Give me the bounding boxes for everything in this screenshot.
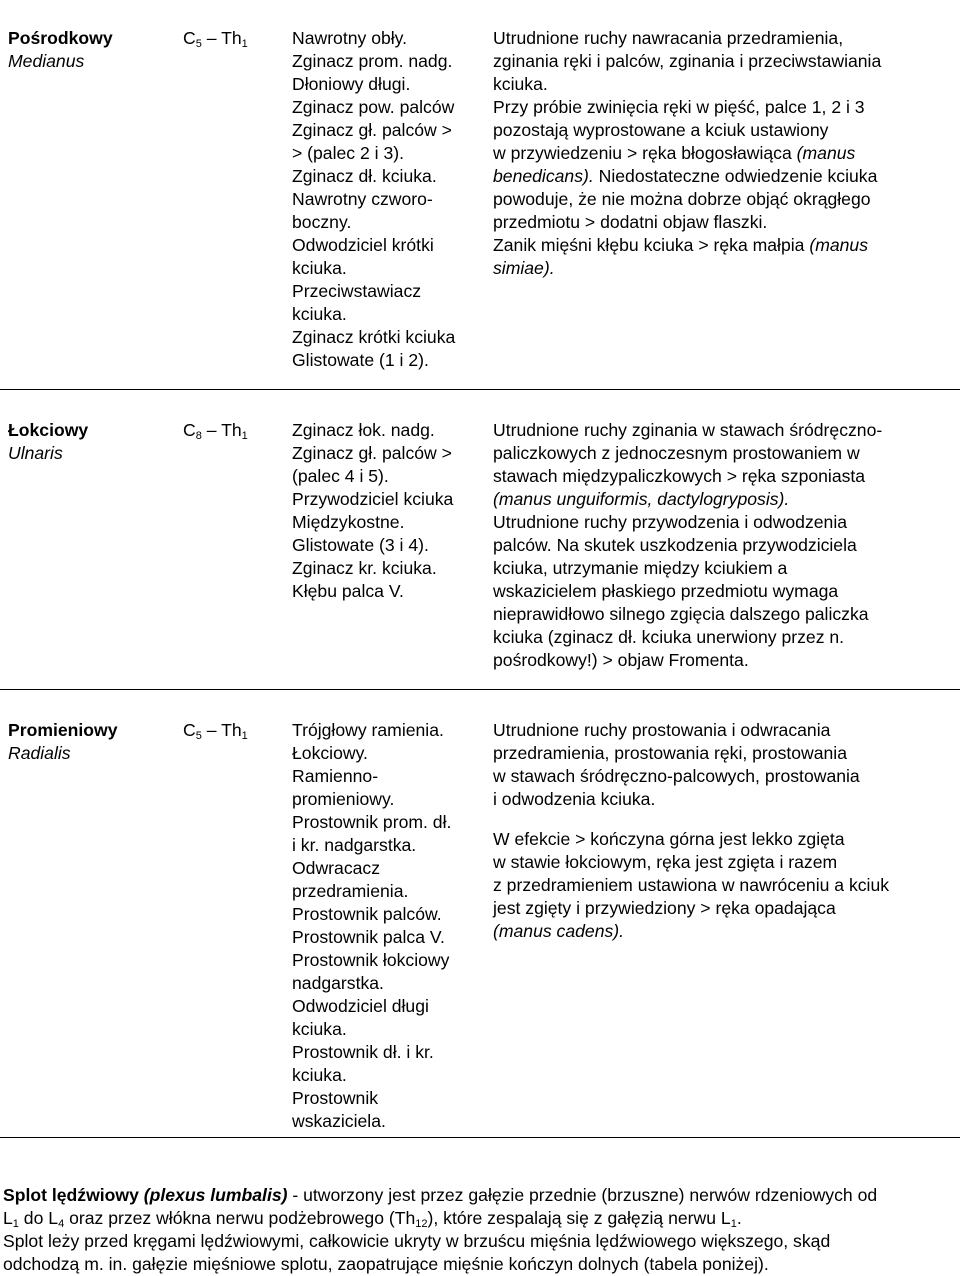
muscle-item: kciuka. bbox=[292, 304, 347, 324]
row-divider bbox=[0, 1137, 960, 1138]
description-line: kciuka (zginacz dł. kciuka unerwiony przez n. bbox=[493, 627, 845, 647]
description-line: pośrodkowy!) > objaw Fromenta. bbox=[493, 650, 749, 670]
nerve-name-cell bbox=[8, 719, 176, 765]
plexus-lumbalis-paragraph bbox=[3, 1184, 955, 1276]
description-line: przedmiotu > dodatni objaw flaszki. bbox=[493, 212, 768, 232]
description-line: jest zgięty i przywiedziony > ręka opadająca bbox=[493, 898, 836, 918]
muscle-item: Glistowate (3 i 4). bbox=[292, 535, 429, 555]
muscle-item: Zginacz łok. nadg. bbox=[292, 420, 435, 440]
muscle-item: Trójgłowy ramienia. bbox=[292, 720, 444, 740]
nerve-latin-name: Radialis bbox=[8, 743, 71, 763]
muscle-item: Zginacz pow. palców bbox=[292, 97, 455, 117]
muscle-item: Nawrotny obły. bbox=[292, 28, 408, 48]
description-line: benedicans). Niedostateczne odwiedzenie kciuka bbox=[493, 166, 878, 186]
muscle-list bbox=[292, 419, 487, 603]
muscle-item: kciuka. bbox=[292, 258, 347, 278]
muscle-item: i kr. nadgarstka. bbox=[292, 835, 417, 855]
muscle-item: Prostownik bbox=[292, 1088, 379, 1108]
nerve-name-cell bbox=[8, 419, 176, 465]
description-line: w przywiedzeniu > ręka błogosławiąca (manus bbox=[493, 143, 856, 163]
spinal-segments: $C_5 - Th_1$ bbox=[183, 720, 248, 742]
muscle-item: Zginacz dł. kciuka. bbox=[292, 166, 437, 186]
muscle-item: Glistowate (1 i 2). bbox=[292, 350, 429, 370]
description-line: zginania ręki i palców, zginania i przeciwstawiania bbox=[493, 51, 882, 71]
damage-description bbox=[493, 419, 955, 672]
description-line: w stawie łokciowym, ręka jest zgięta i razem bbox=[493, 852, 838, 872]
muscle-item: > (palec 2 i 3). bbox=[292, 143, 404, 163]
row-divider bbox=[0, 689, 960, 690]
description-line: simiae). bbox=[493, 258, 555, 278]
muscle-item: Łokciowy. bbox=[292, 743, 368, 763]
description-line: (manus unguiformis, dactylogryposis). bbox=[493, 489, 790, 509]
description-line: paliczkowych z jednoczesnym prostowaniem w bbox=[493, 443, 860, 463]
nerve-latin-name: Ulnaris bbox=[8, 443, 63, 463]
row-divider bbox=[0, 389, 960, 390]
muscle-item: Zginacz prom. nadg. bbox=[292, 51, 453, 71]
description-line: pozostają wyprostowane a kciuk ustawiony bbox=[493, 120, 829, 140]
description-line: kciuka. bbox=[493, 74, 548, 94]
description-line: Przy próbie zwinięcia ręki w pięść, palce 1, 2 i 3 bbox=[493, 97, 865, 117]
muscle-item: przedramienia. bbox=[292, 881, 409, 901]
description-line: powoduje, że nie można dobrze objąć okrągłego bbox=[493, 189, 871, 209]
muscle-item: Międzykostne. bbox=[292, 512, 405, 532]
muscle-item: wskaziciela. bbox=[292, 1111, 386, 1131]
muscle-item: Zginacz kr. kciuka. bbox=[292, 558, 437, 578]
muscle-item: Prostownik palca V. bbox=[292, 927, 445, 947]
muscle-item: boczny. bbox=[292, 212, 352, 232]
section-title: Splot lędźwiowy bbox=[3, 1185, 139, 1205]
damage-description bbox=[493, 719, 955, 943]
muscle-item: Kłębu palca V. bbox=[292, 581, 404, 601]
description-line: Utrudnione ruchy nawracania przedramienia, bbox=[493, 28, 844, 48]
muscle-item: Nawrotny czworo- bbox=[292, 189, 433, 209]
description-line: w stawach śródręczno-palcowych, prostowania bbox=[493, 766, 860, 786]
description-line: z przedramieniem ustawiona w nawróceniu a kciuk bbox=[493, 875, 890, 895]
description-line: (manus cadens). bbox=[493, 921, 625, 941]
muscle-item: Prostownik dł. i kr. bbox=[292, 1042, 434, 1062]
footer-line: $L_1$ do $L_4$ oraz przez włókna nerwu podżebrowego $(Th_{12})$, które zespalają się z gałęzią nerwu $L_1$. bbox=[3, 1208, 742, 1230]
footer-line: Splot lędźwiowy (plexus lumbalis) - utworzony jest przez gałęzie przednie (brzuszne) nerwów rdzeniowych od bbox=[3, 1185, 878, 1205]
muscle-item: Zginacz krótki kciuka bbox=[292, 327, 456, 347]
nerve-name: Pośrodkowy bbox=[8, 28, 113, 48]
description-line: przedramienia, prostowania ręki, prostowania bbox=[493, 743, 848, 763]
muscle-item: Ramienno- bbox=[292, 766, 379, 786]
muscle-item: kciuka. bbox=[292, 1019, 347, 1039]
spinal-segments: $C_8 - Th_1$ bbox=[183, 420, 248, 442]
muscle-item: promieniowy. bbox=[292, 789, 395, 809]
nerve-name: Łokciowy bbox=[8, 420, 89, 440]
nerve-name-cell bbox=[8, 27, 176, 73]
muscle-item: Odwodziciel krótki bbox=[292, 235, 434, 255]
muscle-item: Prostownik palców. bbox=[292, 904, 442, 924]
muscle-item: Przeciwstawiacz bbox=[292, 281, 422, 301]
muscle-item: Odwracacz bbox=[292, 858, 380, 878]
muscle-item: Prostownik prom. dł. bbox=[292, 812, 452, 832]
description-line: Zanik mięśni kłębu kciuka > ręka małpia (manus bbox=[493, 235, 869, 255]
description-line: Utrudnione ruchy prostowania i odwracania bbox=[493, 720, 831, 740]
muscle-list bbox=[292, 719, 487, 1133]
spinal-segments: $C_5 - Th_1$ bbox=[183, 28, 248, 50]
muscle-item: Przywodziciel kciuka bbox=[292, 489, 454, 509]
description-line: kciuka, utrzymanie między kciukiem a bbox=[493, 558, 788, 578]
footer-line: odchodzą m. in. gałęzie mięśniowe splotu, zaopatrujące mięśnie kończyn dolnych (tabela poniżej). bbox=[3, 1254, 769, 1274]
description-line: stawach międzypaliczkowych > ręka szponiasta bbox=[493, 466, 866, 486]
muscle-item: Zginacz gł. palców > bbox=[292, 443, 452, 463]
footer-line: Splot leży przed kręgami lędźwiowymi, całkowicie ukryty w brzuścu mięśnia lędźwiowego większego, skąd bbox=[3, 1231, 831, 1251]
muscle-item: nadgarstka. bbox=[292, 973, 384, 993]
muscle-item: (palec 4 i 5). bbox=[292, 466, 389, 486]
description-line: wskazicielem płaskiego przedmiotu wymaga bbox=[493, 581, 839, 601]
damage-description bbox=[493, 27, 955, 280]
description-line: Utrudnione ruchy zginania w stawach śródręczno- bbox=[493, 420, 883, 440]
muscle-item: Prostownik łokciowy bbox=[292, 950, 450, 970]
muscle-item: Zginacz gł. palców > bbox=[292, 120, 452, 140]
description-line: nieprawidłowo silnego zgięcia dalszego paliczka bbox=[493, 604, 869, 624]
description-line: W efekcie > kończyna górna jest lekko zgięta bbox=[493, 829, 845, 849]
muscle-item: Dłoniowy długi. bbox=[292, 74, 411, 94]
nerve-latin-name: Medianus bbox=[8, 51, 85, 71]
muscle-item: Odwodziciel długi bbox=[292, 996, 429, 1016]
description-line: Utrudnione ruchy przywodzenia i odwodzenia bbox=[493, 512, 848, 532]
section-title-latin: (plexus lumbalis) bbox=[143, 1185, 288, 1205]
muscle-item: kciuka. bbox=[292, 1065, 347, 1085]
muscle-list bbox=[292, 27, 487, 372]
description-line: palców. Na skutek uszkodzenia przywodziciela bbox=[493, 535, 857, 555]
nerve-name: Promieniowy bbox=[8, 720, 118, 740]
description-line: i odwodzenia kciuka. bbox=[493, 789, 656, 809]
